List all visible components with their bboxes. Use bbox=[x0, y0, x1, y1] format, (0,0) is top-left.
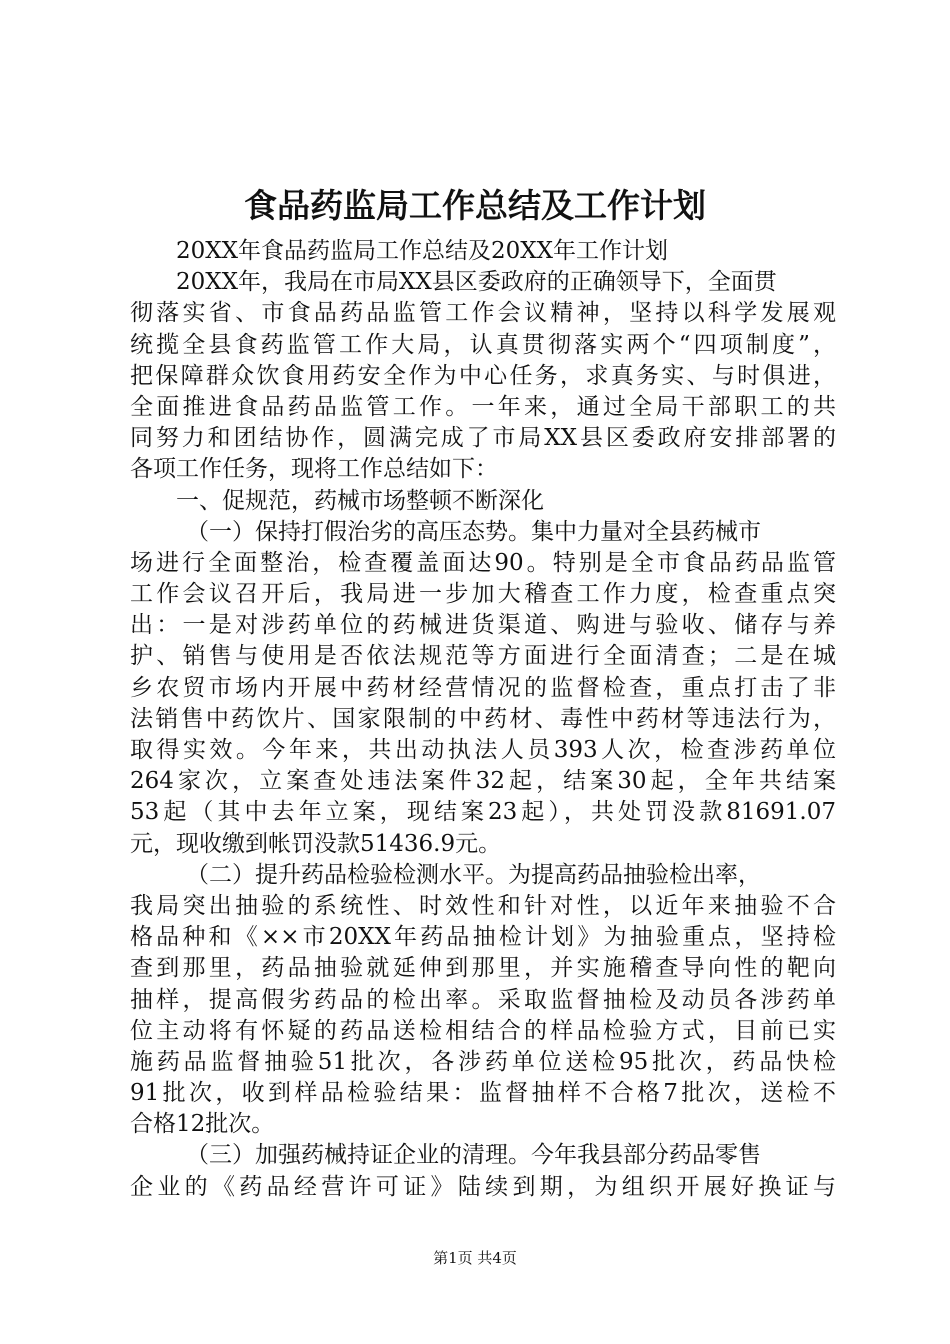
body-line: （三）加强药械持证企业的清理。今年我县部分药品零售 bbox=[186, 1142, 761, 1169]
body-line: 53起（其中去年立案，现结案23起），共处罚没款81691.07 bbox=[130, 799, 836, 826]
body-line: 264家次，立案查处违法案件32起，结案30起，全年共结案 bbox=[130, 768, 836, 795]
body-line: 各项工作任务，现将工作总结如下： bbox=[130, 456, 498, 483]
document-body bbox=[130, 236, 836, 1203]
body-line: 法销售中药饮片、国家限制的中药材、毒性中药材等违法行为， bbox=[130, 705, 836, 732]
body-line: 合格12批次。 bbox=[130, 1111, 275, 1138]
body-line: 企业的《药品经营许可证》陆续到期，为组织开展好换证与 bbox=[130, 1173, 836, 1200]
body-line: 出：一是对涉药单位的药械进货渠道、购进与验收、储存与养 bbox=[130, 612, 836, 639]
body-line: 全面推进食品药品监管工作。一年来，通过全局干部职工的共 bbox=[130, 393, 836, 420]
document-title: 食品药监局工作总结及工作计划 bbox=[244, 186, 706, 225]
body-line: 取得实效。今年来，共出动执法人员393人次，检查涉药单位 bbox=[130, 737, 836, 763]
section-heading: 一、促规范，药械市场整顿不断深化 bbox=[176, 487, 544, 514]
body-line: 抽样，提高假劣药品的检出率。采取监督抽检及动员各涉药单 bbox=[130, 986, 836, 1013]
body-line: （二）提升药品检验检测水平。为提高药品抽验检出率， bbox=[186, 861, 761, 888]
body-line: 工作会议召开后，我局进一步加大稽查工作力度，检查重点突 bbox=[130, 581, 836, 608]
body-line: 护、销售与使用是否依法规范等方面进行全面清查；二是在城 bbox=[130, 643, 836, 670]
body-line: 彻落实省、市食品药品监管工作会议精神，坚持以科学发展观 bbox=[130, 300, 836, 327]
body-line: 位主动将有怀疑的药品送检相结合的样品检验方式，目前已实 bbox=[130, 1017, 836, 1044]
body-line: 施药品监督抽验51批次，各涉药单位送检95批次，药品快检 bbox=[130, 1048, 836, 1075]
body-line: 统揽全县食药监管工作大局，认真贯彻落实两个“四项制度”， bbox=[130, 331, 836, 358]
body-line: 乡农贸市场内开展中药材经营情况的监督检查，重点打击了非 bbox=[130, 674, 836, 701]
body-line: 20XX年，我局在市局XX县区委政府的正确领导下，全面贯 bbox=[176, 269, 777, 296]
body-line: 格品种和《××市20XX年药品抽检计划》为抽验重点，坚持检 bbox=[130, 924, 836, 951]
body-line: 元，现收缴到帐罚没款51436.9元。 bbox=[130, 830, 502, 857]
body-line: 把保障群众饮食用药安全作为中心任务，求真务实、与时俱进， bbox=[130, 362, 836, 389]
body-line: 查到那里，药品抽验就延伸到那里，并实施稽查导向性的靶向 bbox=[130, 955, 836, 982]
body-line: 场进行全面整治，检查覆盖面达90。特别是全市食品药品监管 bbox=[130, 549, 836, 576]
body-line: （一）保持打假治劣的高压态势。集中力量对全县药械市 bbox=[186, 518, 761, 545]
page-footer: 第1页 共4页 bbox=[433, 1249, 517, 1267]
body-line: 我局突出抽验的系统性、时效性和针对性，以近年来抽验不合 bbox=[130, 892, 836, 919]
body-line: 91批次，收到样品检验结果：监督抽样不合格7批次，送检不 bbox=[130, 1080, 836, 1107]
subtitle-line: 20XX年食品药监局工作总结及20XX年工作计划 bbox=[176, 238, 669, 264]
body-line: 同努力和团结协作，圆满完成了市局XX县区委政府安排部署的 bbox=[130, 425, 836, 452]
